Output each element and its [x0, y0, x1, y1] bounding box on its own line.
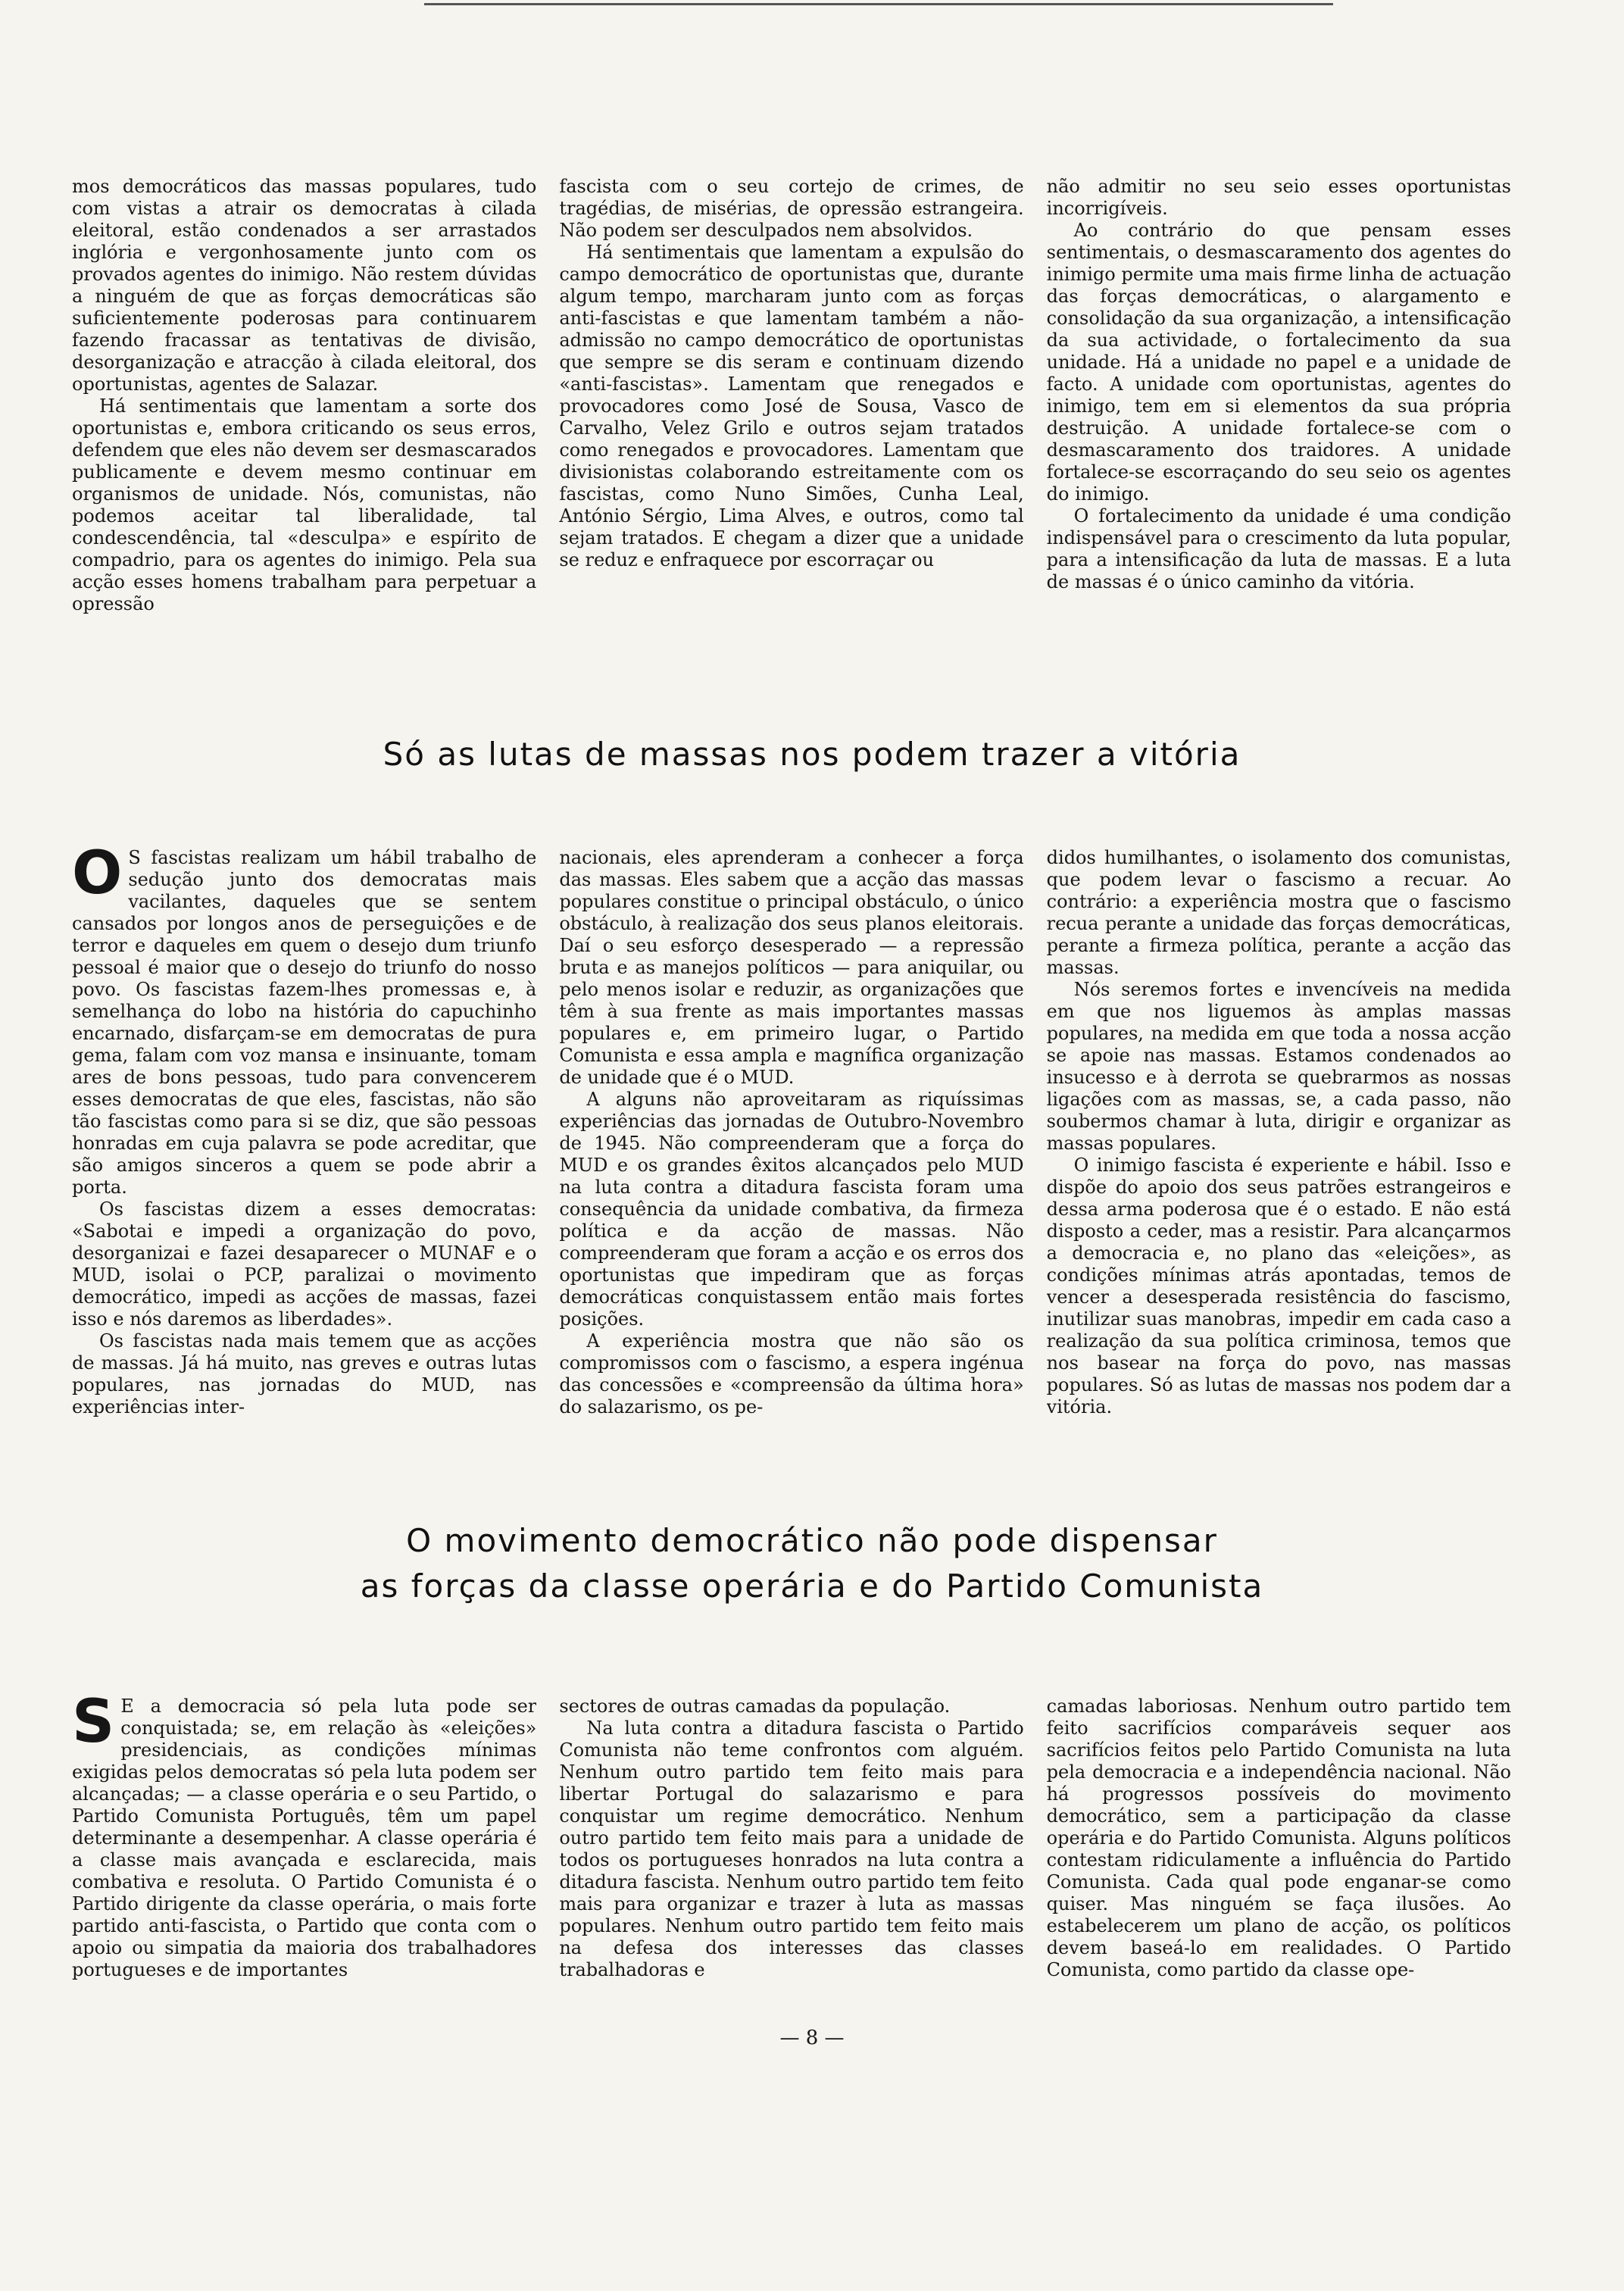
- paragraph: Nós seremos fortes e invencíveis na medida em que nos liguemos às amplas massas populares, na medida em que toda a nossa acção se apoie nas massas. Estamos condenados ao insucesso e à derrota se quebrarmos as nossas ligações com as massas, se, a cada passo, não soubermos chamar à luta, dirigir e organizar as massas populares.: [1046, 979, 1511, 1154]
- drop-cap: S: [72, 1696, 115, 1756]
- page-number: — 8 —: [779, 2027, 845, 2049]
- column-1: [72, 1696, 536, 1981]
- section-bottom-columns: [72, 1696, 1511, 1981]
- paragraph: mos democráticos das massas populares, tudo com vistas a atrair os democratas à cilada eleitoral, estão condenados a ser arrastados inglória e vergonhosamente junto com os provados agentes do inimigo. Não restem dúvidas a ninguém de que as forças democráticas são suficientemente poderosas para continuarem fazendo fracassar as tentativas de divisão, desorganização e atracção à cilada eleitoral, dos oportunistas, agentes de Salazar.: [72, 176, 537, 395]
- column-2: [559, 176, 1023, 615]
- paragraph: não admitir no seu seio esses oportunistas incorrigíveis.: [1046, 176, 1511, 219]
- paragraph: Há sentimentais que lamentam a expulsão do campo democrático de oportunistas que, durante algum tempo, marcharam junto com as forças anti-fascistas e que lamentam também a não-admissão no campo democrático de oportunistas que sempre se dis seram e continuam dizendo «anti-fascistas». Lamentam que renegados e provocadores como José de Sousa, Vasco de Carvalho, Velez Grilo e outros sejam tratados como renegados e provocadores. Lamentam que divisionistas colaborando estreitamente com os fascistas, como Nuno Simões, Cunha Leal, António Sérgio, Lima Alves, e outros, como tal sejam tratados. E chegam a dizer que a unidade se reduz e enfraquece por escorraçar ou: [559, 242, 1024, 570]
- paragraph: didos humilhantes, o isolamento dos comunistas, que podem levar o fascismo a recuar. Ao contrário: a experiência mostra que o fascismo recua perante a unidade das forças democráticas, perante a firmeza política, perante a acção das massas.: [1046, 847, 1511, 978]
- column-3: [1047, 1696, 1511, 1981]
- column-1: [72, 176, 536, 615]
- paragraph: [72, 1696, 536, 1981]
- paragraph: A alguns não aproveitaram as riquíssimas experiências das jornadas de Outubro-Novembro de 1945. Não compreenderam que a força do MUD e os grandes êxitos alcançados pelo MUD na luta contra a ditadura fascista foram uma consequência da unidade combativa, da firmeza política e da acção de massas. Não compreenderam que foram a acção e os erros dos oportunistas que impediram que as forças democráticas conquistassem então mais fortes posições.: [559, 1089, 1024, 1330]
- column-2: [559, 1696, 1023, 1981]
- paragraph: Na luta contra a ditadura fascista o Partido Comunista não teme confrontos com alguém. Nenhum outro partido tem feito mais para libertar Portugal do salazarismo e para conquistar um regime democrático. Nenhum outro partido tem feito mais para a unidade de todos os portugueses honrados na luta contra a ditadura fascista. Nenhum outro partido tem feito mais para organizar e trazer à luta as massas populares. Nenhum outro partido tem feito mais na defesa dos interesses das classes trabalhadoras e: [559, 1717, 1024, 1980]
- paragraph: O inimigo fascista é experiente e hábil. Isso e dispõe do apoio dos seus patrões estrangeiros e dessa arma poderosa que é o estado. E não está disposto a ceder, mas a resistir. Para alcançarmos a democracia e, no plano das «eleições», as condições mínimas atrás apontadas, temos de vencer a desesperada resistência do fascismo, inutilizar suas manobras, impedir em cada caso a realização da sua política criminosa, temos que nos basear na força do povo, nas massas populares. Só as lutas de massas nos podem dar a vitória.: [1046, 1155, 1511, 1417]
- top-rule: [424, 3, 1333, 5]
- paragraph: fascista com o seu cortejo de crimes, de tragédias, de misérias, de opressão estrangeira. Não podem ser desculpados nem absolvidos.: [559, 176, 1024, 241]
- heading-line-1: O movimento democrático não pode dispensar: [406, 1522, 1218, 1559]
- column-3: [1047, 176, 1511, 615]
- paragraph: O fortalecimento da unidade é uma condição indispensável para o crescimento da luta popular, para a intensificação da luta de massas. E a luta de massas é o único caminho da vitória.: [1046, 505, 1511, 592]
- section-mid-columns: [72, 847, 1511, 1418]
- column-1: [72, 847, 536, 1418]
- paragraph: [72, 847, 536, 1199]
- paragraph-text: S fascistas realizam um hábil trabalho de sedução junto dos democratas mais vacilantes, daqueles que se sentem cansados por longos anos de perseguições e de terror e daqueles em quem o desejo dum triunfo pessoal é maior que o desejo do triunfo do nosso povo. Os fascistas fazem-lhes promessas e, à semelhança do lobo na história do capuchinho encarnado, disfarçam-se em democratas de pura gema, falam com voz mansa e insinuante, tomam ares de bons pessoas, tudo para convencerem esses democratas de que eles, fascistas, não são tão fascistas como para si se diz, que são pessoas honradas em cuja palavra se pode acreditar, que são amigos sinceros a quem se pode abrir a porta.: [72, 847, 537, 1198]
- paragraph: Os fascistas nada mais temem que as acções de massas. Já há muito, nas greves e outras lutas populares, nas jornadas do MUD, nas experiências inter-: [72, 1330, 537, 1417]
- column-3: [1047, 847, 1511, 1418]
- column-2: [559, 847, 1023, 1418]
- paragraph: Há sentimentais que lamentam a sorte dos oportunistas e, embora criticando os seus erros, defendem que eles não devem ser desmascarados publicamente e devem mesmo continuar em organismos de unidade. Nós, comunistas, não podemos aceitar tal liberalidade, tal condescendência, tal «desculpa» e espírito de compadrio, para os agentes do inimigo. Pela sua acção esses homens trabalham para perpetuar a opressão: [72, 395, 537, 614]
- heading-line: Só as lutas de massas nos podem trazer a vitória: [383, 736, 1241, 773]
- paragraph: A experiência mostra que não são os compromissos com o fascismo, a espera ingénua das concessões e «compreensão da última hora» do salazarismo, os pe-: [559, 1330, 1024, 1417]
- paragraph: camadas laboriosas. Nenhum outro partido tem feito sacrifícios comparáveis sequer aos sacrifícios feitos pelo Partido Comunista na luta pela democracia e a independência nacional. Não há progressos possíveis do movimento democrático, sem a participação da classe operária e do Partido Comunista. Alguns políticos contestam ridiculamente a influência do Partido Comunista. Cada qual pode enganar-se como quiser. Mas ninguém se faça ilusões. Ao estabelecerem um plano de acção, os políticos devem baseá-lo em realidades. O Partido Comunista, como partido da classe ope-: [1046, 1696, 1511, 1980]
- paragraph: Os fascistas dizem a esses democratas: «Sabotai e impedi a organização do povo, desorganizai e fazei desaparecer o MUNAF e o MUD, isolai o PCP, paralizai o movimento democrático, impedi as acções de massas, fazei isso e nós daremos as liberdades».: [72, 1199, 537, 1330]
- article-heading-movimento: [0, 1518, 1624, 1609]
- paragraph: Ao contrário do que pensam esses sentimentais, o desmascaramento dos agentes do inimigo permite uma mais firme linha de actuação das forças democráticas, o alargamento e consolidação da sua organização, a intensificação da sua actividade, o fortalecimento da sua unidade. Há a unidade no papel e a unidade de facto. A unidade com oportunistas, agentes do inimigo, tem em si elementos da sua própria destruição. A unidade fortalece-se com o desmascaramento dos traidores. A unidade fortalece-se escorraçando do seu seio os agentes do inimigo.: [1046, 220, 1511, 505]
- section-top-columns: [72, 176, 1511, 615]
- drop-cap: O: [72, 847, 123, 908]
- heading-line-2: as forças da classe operária e do Partido Comunista: [360, 1567, 1264, 1605]
- paragraph: sectores de outras camadas da população.: [559, 1696, 951, 1717]
- paragraph: nacionais, eles aprenderam a conhecer a força das massas. Eles sabem que a acção das massas populares constitue o principal obstáculo, o único obstáculo, à realização dos seus planos eleitorais. Daí o seu esforço desesperado — a repressão bruta e as manejos políticos — para aniquilar, ou pelo menos isolar e reduzir, as organizações que têm à sua frente as mais importantes massas populares e, em primeiro lugar, o Partido Comunista e essa ampla e magnífica organização de unidade que é o MUD.: [559, 847, 1024, 1088]
- article-heading-lutas: [0, 732, 1624, 777]
- paragraph-text: E a democracia só pela luta pode ser conquistada; se, em relação às «eleições» presidenciais, as condições mínimas exigidas pelos democratas só pela luta podem ser alcançadas; — a classe operária e o seu Partido, o Partido Comunista Português, têm um papel determinante a desempenhar. A classe operária é a classe mais avançada e esclarecida, mais combativa e resoluta. O Partido Comunista é o Partido dirigente da classe operária, o mais forte partido anti-fascista, o Partido que conta com o apoio ou simpatia da maioria dos trabalhadores portugueses e de importantes: [72, 1696, 537, 1980]
